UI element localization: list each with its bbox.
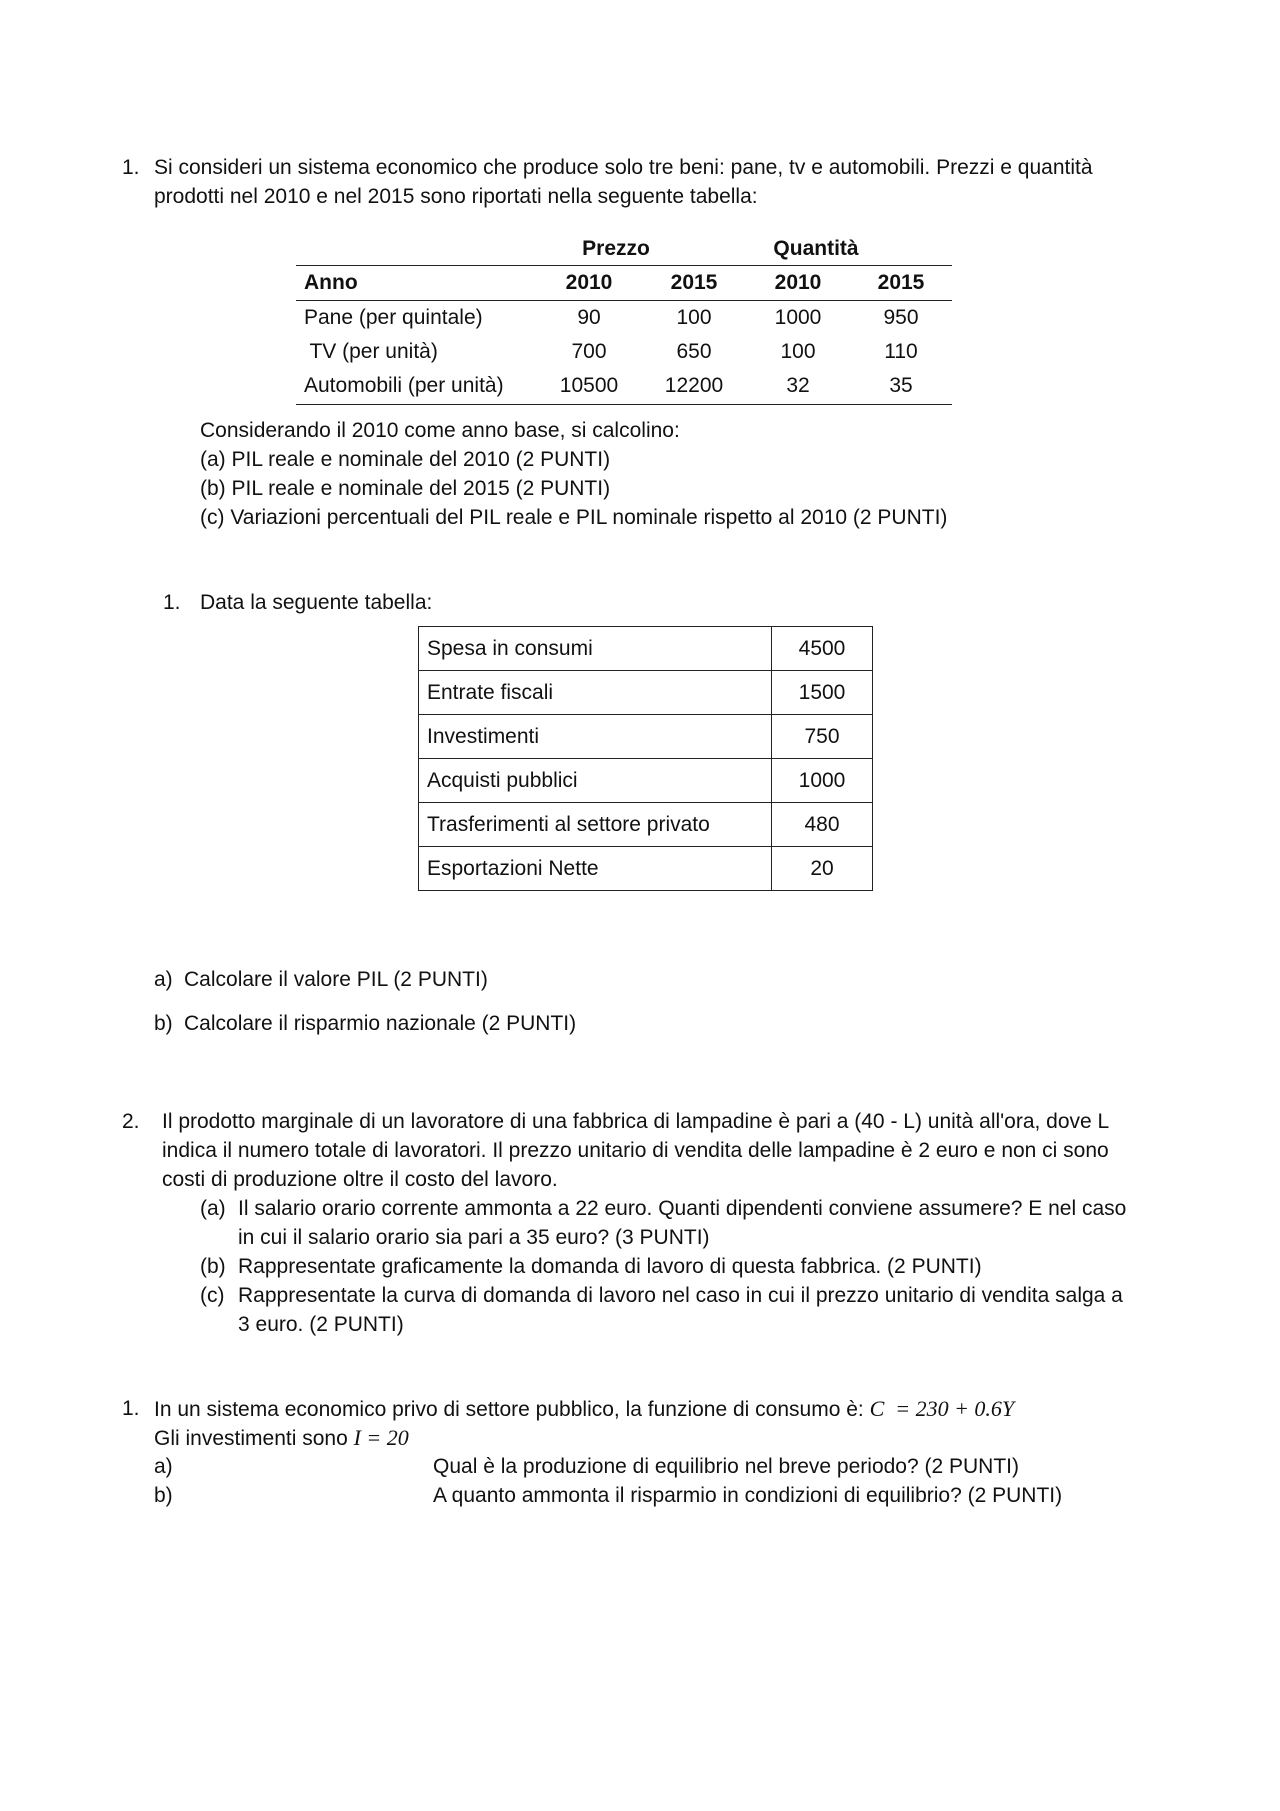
- q2-number: 1.: [163, 591, 181, 614]
- q1-text-line1: Si consideri un sistema economico che produce solo tre beni: pane, tv e automobili. Prezzi e quantità: [154, 156, 1093, 179]
- q3-item-b-line1: Rappresentate graficamente la domanda di lavoro di questa fabbrica. (2 PUNTI): [238, 1255, 982, 1278]
- q3-line: Il prodotto marginale di un lavoratore di una fabbrica di lampadine è pari a (40 - L) unità all'ora, dove L: [162, 1110, 1110, 1133]
- table-row: [296, 301, 952, 334]
- group-header-price: Prezzo: [582, 237, 650, 260]
- q2-item-a-text: Calcolare il valore PIL (2 PUNTI): [184, 968, 488, 991]
- table-row: [419, 759, 873, 803]
- q1-intro: Considerando il 2010 come anno base, si calcolino:: [200, 419, 680, 442]
- q1-item-b: (b) PIL reale e nominale del 2015 (2 PUNTI): [200, 477, 611, 500]
- q4-item-a-label: a): [154, 1455, 173, 1478]
- table-header-cell: 2015: [670, 271, 718, 294]
- q2-item-b-text: Calcolare il risparmio nazionale (2 PUNTI): [184, 1012, 577, 1035]
- table-row: [296, 335, 952, 368]
- table-cell: Spesa in consumi: [419, 627, 772, 671]
- table-row: [419, 715, 873, 759]
- gdp-components-table: [418, 626, 873, 891]
- table-header-cell: Anno: [304, 271, 358, 294]
- table-cell: 650: [676, 340, 712, 363]
- q1-number: 1.: [122, 156, 140, 179]
- table-cell: 100: [780, 340, 816, 363]
- q4-item-b-label: b): [154, 1484, 173, 1507]
- q3-number: 2.: [122, 1110, 140, 1133]
- table-cell: 700: [571, 340, 607, 363]
- q1-item-a: (a) PIL reale e nominale del 2010 (2 PUNTI): [200, 448, 611, 471]
- table-row: [419, 803, 873, 847]
- table-header-cell: 2010: [565, 271, 613, 294]
- q4-line2-text: Gli investimenti sono: [154, 1427, 354, 1450]
- q3-item-a-line1: Il salario orario corrente ammonta a 22 euro. Quanti dipendenti conviene assumere? E nel caso: [238, 1197, 1127, 1220]
- q3-line: indica il numero totale di lavoratori. Il prezzo unitario di vendita delle lampadine è 2 euro e non ci sono: [162, 1139, 1109, 1162]
- table-row: [419, 627, 873, 671]
- table-group-header-row: [296, 232, 952, 265]
- consumption-formula: C = 230 + 0.6Y: [869, 1396, 1015, 1421]
- q3-item-c-line1: Rappresentate la curva di domanda di lavoro nel caso in cui il prezzo unitario di vendita salga a: [238, 1284, 1123, 1307]
- table-cell: Automobili (per unità): [304, 374, 504, 397]
- table-cell: TV (per unità): [304, 340, 438, 363]
- table-row: [296, 369, 952, 402]
- table-cell: 12200: [664, 374, 724, 397]
- q4-line2: [154, 1423, 409, 1453]
- q4-number: 1.: [122, 1397, 140, 1420]
- q2-item-a-label: a): [154, 968, 173, 991]
- table-cell: Acquisti pubblici: [419, 759, 772, 803]
- table-cell: 950: [883, 306, 919, 329]
- table-cell: 90: [577, 306, 601, 329]
- table-cell: 480: [772, 803, 873, 847]
- table-cell: 1000: [772, 759, 873, 803]
- table-cell: 10500: [559, 374, 619, 397]
- q3-item-b-label: (b): [200, 1255, 226, 1278]
- q4-item-a-text: Qual è la produzione di equilibrio nel breve periodo? (2 PUNTI): [433, 1455, 1019, 1478]
- q2-item-b-label: b): [154, 1012, 173, 1035]
- q3-item-a-line2: in cui il salario orario sia pari a 35 euro? (3 PUNTI): [238, 1226, 710, 1249]
- q3-line: costi di produzione oltre il costo del lavoro.: [162, 1168, 558, 1191]
- q3-item-a-label: (a): [200, 1197, 226, 1220]
- q4-line1: [154, 1394, 1014, 1424]
- q4-item-b-text: A quanto ammonta il risparmio in condizioni di equilibrio? (2 PUNTI): [433, 1484, 1063, 1507]
- q3-item-c-label: (c): [200, 1284, 225, 1307]
- table-cell: 4500: [772, 627, 873, 671]
- q2-text: Data la seguente tabella:: [200, 591, 433, 614]
- table-row: [419, 671, 873, 715]
- table-cell: 35: [889, 374, 913, 397]
- table-cell: 1500: [772, 671, 873, 715]
- table-header-cell: 2015: [877, 271, 925, 294]
- table-cell: 750: [772, 715, 873, 759]
- group-header-quantity: Quantità: [773, 237, 859, 260]
- table-header-cell: 2010: [774, 271, 822, 294]
- q1-item-c: (c) Variazioni percentuali del PIL reale e PIL nominale rispetto al 2010 (2 PUNTI): [200, 506, 948, 529]
- table-cell: Entrate fiscali: [419, 671, 772, 715]
- table-cell: Investimenti: [419, 715, 772, 759]
- table-header-row: [296, 266, 952, 299]
- table-cell: 100: [676, 306, 712, 329]
- q3-item-c-line2: 3 euro. (2 PUNTI): [238, 1313, 404, 1336]
- table-cell: Trasferimenti al settore privato: [419, 803, 772, 847]
- q1-text-line2: prodotti nel 2010 e nel 2015 sono riportati nella seguente tabella:: [154, 185, 758, 208]
- table-cell: 20: [772, 847, 873, 891]
- q4-line1-text: In un sistema economico privo di settore pubblico, la funzione di consumo è:: [154, 1398, 870, 1421]
- table-row: [419, 847, 873, 891]
- table-cell: 110: [884, 340, 918, 363]
- table-cell: 1000: [774, 306, 822, 329]
- table-cell: 32: [786, 374, 810, 397]
- table-cell: Esportazioni Nette: [419, 847, 772, 891]
- table-rule-bottom: [296, 404, 952, 405]
- investment-formula: I = 20: [353, 1425, 409, 1450]
- table-cell: Pane (per quintale): [304, 306, 483, 329]
